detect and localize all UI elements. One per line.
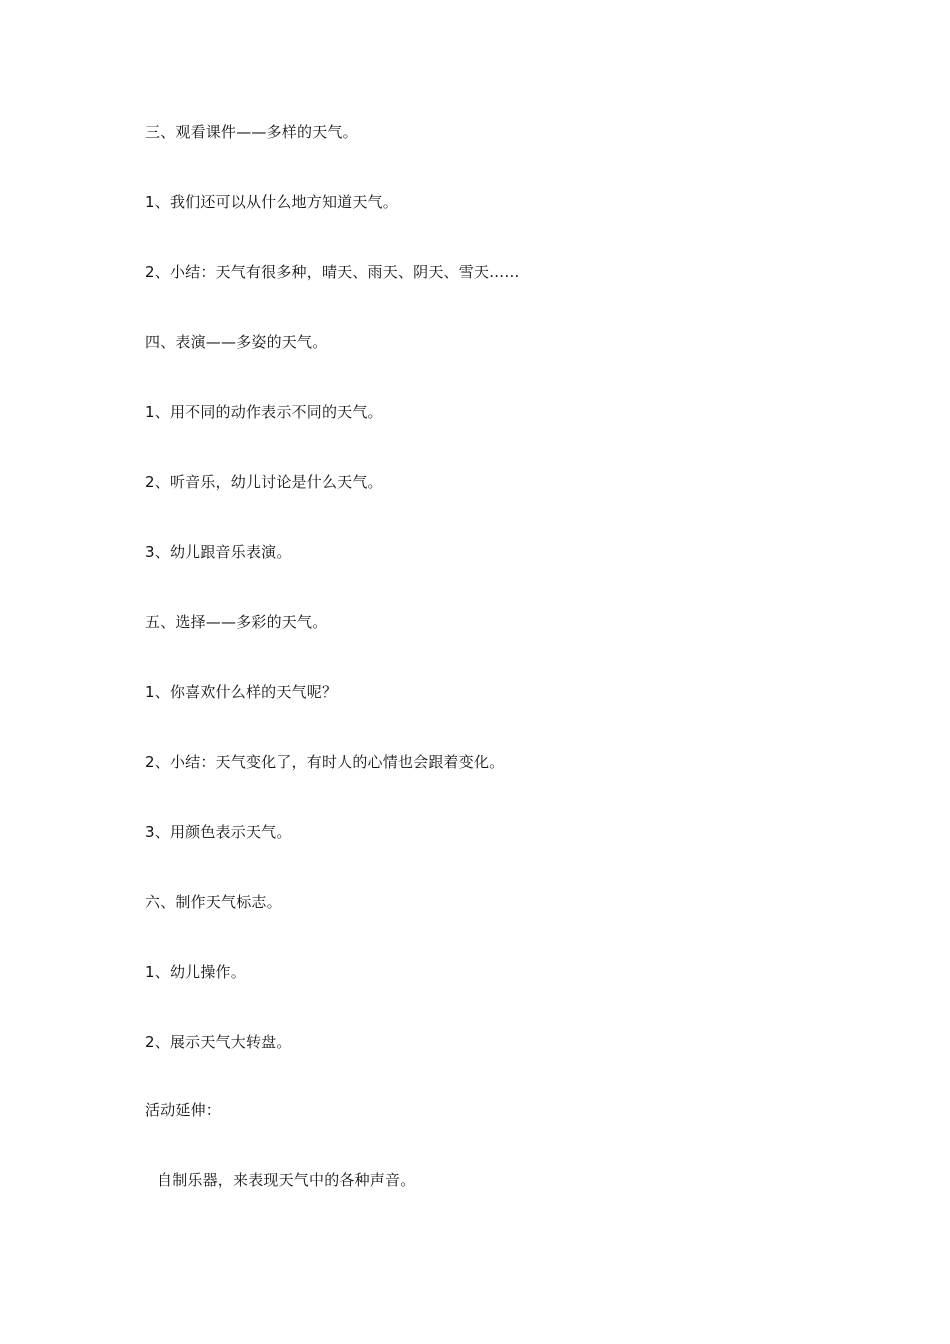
section-heading-3: 三、观看课件——多样的天气。: [145, 123, 358, 141]
paragraph-line: 2、听音乐，幼儿讨论是什么天气。: [145, 473, 383, 491]
paragraph-line: 2、小结：天气有很多种，晴天、雨天、阴天、雪天……: [145, 263, 520, 281]
paragraph-line: 3、用颜色表示天气。: [145, 823, 292, 841]
paragraph-line: 1、用不同的动作表示不同的天气。: [145, 403, 383, 421]
section-heading-5: 五、选择——多彩的天气。: [145, 613, 328, 631]
section-heading-6: 六、制作天气标志。: [145, 893, 282, 911]
section-heading-4: 四、表演——多姿的天气。: [145, 333, 328, 351]
extension-paragraph: 自制乐器，来表现天气中的各种声音。: [157, 1171, 416, 1189]
paragraph-line: 1、我们还可以从什么地方知道天气。: [145, 193, 398, 211]
paragraph-line: 2、展示天气大转盘。: [145, 1033, 292, 1051]
paragraph-line: 3、幼儿跟音乐表演。: [145, 543, 292, 561]
paragraph-line: 1、你喜欢什么样的天气呢？: [145, 683, 338, 701]
paragraph-line: 1、幼儿操作。: [145, 963, 246, 981]
extension-heading: 活动延伸：: [145, 1101, 222, 1119]
paragraph-line: 2、小结：天气变化了，有时人的心情也会跟着变化。: [145, 753, 505, 771]
